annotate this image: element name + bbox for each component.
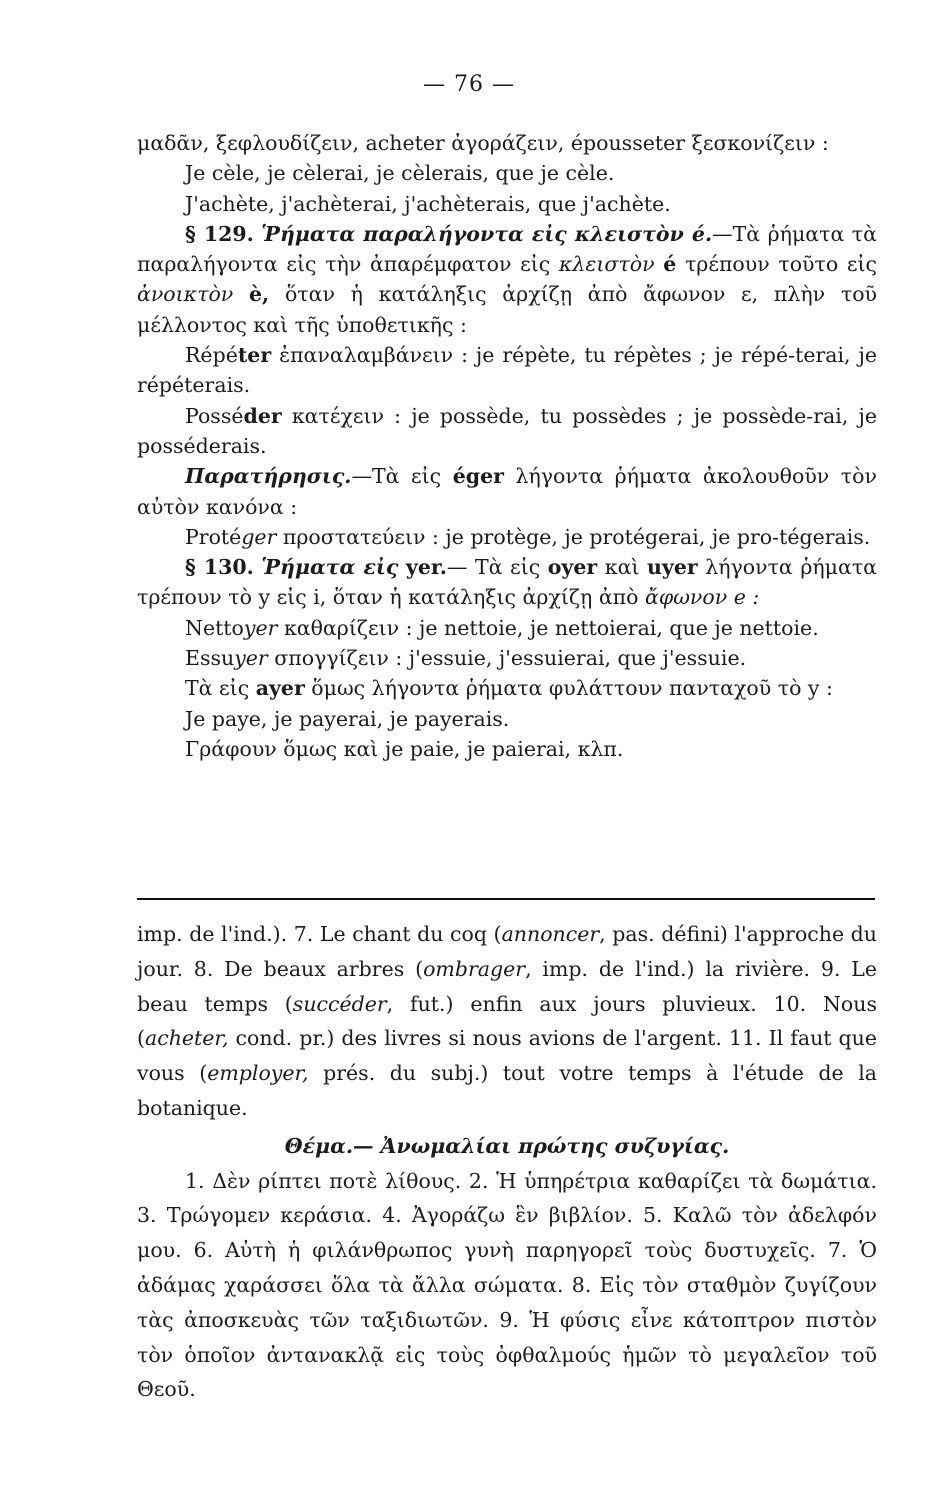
text-line: J'achète, j'achèterai, j'achèterais, que j'achète. bbox=[185, 191, 671, 216]
paragraph bbox=[137, 158, 877, 188]
verb-ending: ger bbox=[241, 524, 277, 549]
paragraph bbox=[137, 128, 877, 158]
term-aphonon: ἄφωνον e : bbox=[645, 585, 760, 610]
term-ayer: ayer bbox=[255, 676, 305, 701]
remark-text: λήγοντα ῥήματα ἀκολουθοῦν τὸν αὐτὸν κανόνα : bbox=[137, 464, 877, 519]
exercise-text bbox=[137, 917, 877, 1407]
section-title: Ῥήματα εἰς bbox=[261, 555, 399, 580]
verb: Netto bbox=[185, 615, 244, 640]
term-anoiktos: ἀνοικτὸν bbox=[137, 282, 234, 307]
example-text: Je paye, je payerai, je payerais. bbox=[185, 706, 510, 731]
note-graphoun bbox=[137, 734, 877, 764]
example-posseder: Posséder κατέχειν : je possède, tu possèdes ; je possède-rai, je posséderais. bbox=[137, 403, 877, 458]
rule-text: ὅμως λήγοντα ῥήματα φυλάττουν πανταχοῦ τὸ y : bbox=[311, 676, 833, 701]
text-line: Je cèle, je cèlerai, je cèlerais, que je cèle. bbox=[185, 161, 615, 186]
term-e-closed: é bbox=[663, 252, 677, 277]
section-130 bbox=[137, 552, 877, 613]
section-title: Ῥήματα παραλήγοντα εἰς κλειστὸν é. bbox=[261, 221, 713, 246]
page-number: — 76 — bbox=[423, 72, 515, 97]
section-text: λήγοντα ῥήματα τρέπουν τὸ y εἰς i, ὅταν ἡ κατάληξις ἀρχίζῃ ἀπὸ bbox=[137, 555, 877, 610]
example-text: ἐπαναλαμβάνειν : je répète, tu répètes ; je répé bbox=[279, 343, 789, 368]
exercise-verb: succéder bbox=[292, 991, 387, 1016]
section-text: ὅταν ἡ κατάληξις ἀρχίζῃ ἀπὸ ἄφωνον ε, πλὴν τοῦ μέλλοντος καὶ τῆς ὑποθετικῆς : bbox=[137, 282, 877, 337]
verb-ending: yer bbox=[243, 615, 278, 640]
section-number: § 129. bbox=[185, 221, 254, 246]
term-e-open: è, bbox=[249, 282, 270, 307]
ayer-rule bbox=[137, 673, 877, 703]
example-text: tégerais. bbox=[779, 524, 871, 549]
exercise-text-part: prés. du subj.) tout votre temps à l'étude de la botanique. bbox=[137, 1061, 877, 1120]
text-line: μαδᾶν, ξεφλουδίζειν, acheter ἀγοράζειν, épousseter ξεσκονίζειν : bbox=[137, 131, 829, 155]
section-129 bbox=[137, 219, 877, 340]
verb-ending: ter bbox=[237, 343, 272, 368]
exercise-text-part: , fut.) enfin aux jours pluvieux. 10. Nous ( bbox=[137, 991, 877, 1051]
theme-label: Θέμα. bbox=[284, 1133, 354, 1158]
section-text: — Τὰ εἰς bbox=[446, 555, 541, 580]
term-yer: yer. bbox=[405, 555, 447, 580]
term-klistos: κλειστὸν bbox=[558, 252, 655, 277]
greek-exercise-text: 1. Δὲν ρίπτει ποτὲ λίθους. 2. Ἡ ὑπηρέτρια καθαρίζει τὰ δωμάτια. 3. Τρώγομεν κεράσια. 4. Ἀγοράζω ἓν βιβλίον. 5. Καλῶ τὸν ἀδελφόν μου. 6. Αὐτὴ ἡ φιλάνθρωπος γυνὴ παρηγορεῖ τοὺς δυστυχεῖς. 7. Ὁ ἀδάμας χαράσσει ὅλα τὰ ἄλλα σώματα. 8. Εἰς τὸν σταθμὸν ζυγίζουν τὰς ἀποσκευὰς τῶν ταξιδιωτῶν. 9. Ἡ φύσις εἶνε κάτοπτρον πιστὸν τὸν ὁποῖον ἀντανακλᾷ εἰς τοὺς ὀφθαλμούς ἡμῶν τὸ μεγαλεῖον τοῦ Θεοῦ. bbox=[137, 1168, 877, 1402]
verb: Possé bbox=[185, 403, 244, 428]
exercise-verb: employer, bbox=[207, 1061, 309, 1086]
term-uyer: uyer bbox=[647, 555, 698, 580]
verb: Répé bbox=[185, 343, 238, 368]
term-eger: éger bbox=[452, 464, 504, 489]
example-payer bbox=[137, 704, 877, 734]
example-text: προστατεύειν : je protège, je protégerai, je pro bbox=[282, 524, 773, 549]
verb: Proté bbox=[185, 524, 242, 549]
exercise-text-part: , pas. défini) l'approche du jour. 8. De beaux arbres ( bbox=[137, 922, 878, 981]
example-text: καθαρίζειν : je nettoie, je nettoierai, que je nettoie. bbox=[283, 615, 819, 640]
example-text: κατέχειν : je possède, tu possèdes ; je possède bbox=[291, 403, 807, 428]
example-nettoyer bbox=[137, 613, 877, 643]
example-proteger: Protéger προστατεύειν : je protège, je protégerai, je pro-tégerais. bbox=[185, 524, 871, 549]
exercise-text-part: imp. de l'ind.). 7. Le chant du coq ( bbox=[137, 922, 502, 946]
example-text: terai, je répéterais. bbox=[137, 343, 877, 398]
section-text: —Τὰ ῥήματα τὰ παραλήγοντα εἰς τὴν ἀπαρέμφατον εἰς bbox=[137, 221, 877, 277]
exercise-text-part: , imp. de l'ind.) la rivière. 9. Le beau temps ( bbox=[137, 956, 878, 1016]
exercise-verb: annoncer bbox=[501, 922, 600, 946]
example-essuyer bbox=[137, 643, 877, 673]
exercise-verb: ombrager bbox=[423, 956, 526, 981]
theme-title: — Ἀνωμαλίαι πρώτης συζυγίας. bbox=[353, 1133, 730, 1158]
french-exercise bbox=[137, 917, 877, 1126]
note-text: Γράφουν ὅμως καὶ je paie, je paierai, κλπ. bbox=[185, 736, 624, 761]
section-text: τρέπουν τοῦτο εἰς bbox=[684, 252, 877, 277]
remark-text: —Τὰ εἰς bbox=[351, 464, 442, 489]
greek-exercise bbox=[137, 1164, 877, 1408]
main-text bbox=[137, 128, 877, 764]
remark bbox=[137, 461, 877, 522]
section-number: § 130. bbox=[185, 555, 254, 580]
example-repeter: Répéter ἐπαναλαμβάνειν : je répète, tu répètes ; je répé-terai, je répéterais. bbox=[137, 343, 877, 398]
verb-ending: yer bbox=[234, 646, 268, 671]
exercise-text-part: cond. pr.) des livres si nous avions de l'argent. 11. Il faut que vous ( bbox=[137, 1026, 877, 1086]
theme-heading bbox=[137, 1129, 877, 1164]
term-oyer: oyer bbox=[547, 555, 598, 580]
example-text: σπογγίζειν : j'essuie, j'essuierai, que j'essuie. bbox=[274, 646, 747, 671]
remark-label: Παρατήρησις. bbox=[185, 464, 352, 489]
verb: Essu bbox=[185, 646, 235, 671]
paragraph bbox=[137, 189, 877, 219]
divider bbox=[137, 898, 875, 900]
rule-text: Τὰ εἰς bbox=[185, 676, 250, 701]
exercise-verb: acheter, bbox=[145, 1026, 229, 1051]
example-text: rai, je posséderais. bbox=[137, 403, 877, 458]
verb-ending: der bbox=[243, 403, 282, 428]
section-text: καὶ bbox=[604, 555, 640, 580]
